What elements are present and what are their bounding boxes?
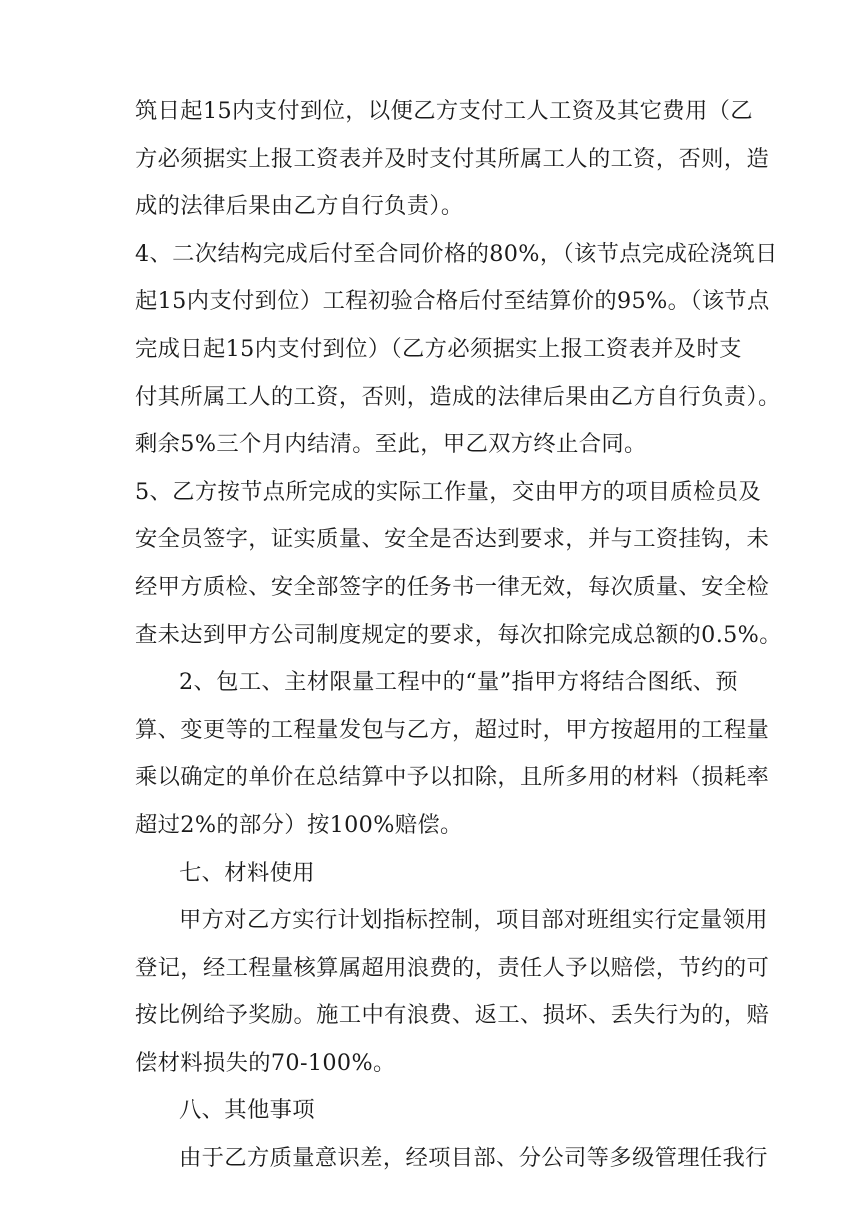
text-line: 登记，经工程量核算属超用浪费的，责任人予以赔偿，节约的可 bbox=[135, 954, 770, 981]
text-line: 查未达到甲方公司制度规定的要求，每次扣除完成总额的0.5%。 bbox=[135, 621, 782, 648]
text-line: 算、变更等的工程量发包与乙方，超过时，甲方按超用的工程量 bbox=[135, 716, 770, 743]
text-line: 偿材料损失的70-100%。 bbox=[135, 1049, 396, 1076]
text-line: 由于乙方质量意识差，经项目部、分公司等多级管理任我行 bbox=[179, 1145, 768, 1172]
text-line: 成的法律后果由乙方自行负责）。 bbox=[135, 193, 464, 220]
text-line: 方必须据实上报工资表并及时支付其所属工人的工资，否则，造 bbox=[135, 145, 770, 172]
text-line: 按比例给予奖励。施工中有浪费、返工、损坏、丢失行为的，赔 bbox=[135, 1002, 770, 1029]
text-line: 起15内支付到位）工程初验合格后付至结算价的95%。（该节点 bbox=[135, 288, 770, 315]
text-line: 2、包工、主材限量工程中的“量”指甲方将结合图纸、预 bbox=[179, 669, 738, 696]
document-body bbox=[135, 0, 782, 1173]
text-line: 完成日起15内支付到位）（乙方必须据实上报工资表并及时支 bbox=[135, 335, 742, 362]
text-line: 经甲方质检、安全部签字的任务书一律无效，每次质量、安全检 bbox=[135, 573, 770, 600]
text-line: 乘以确定的单价在总结算中予以扣除，且所多用的材料（损耗率 bbox=[135, 764, 770, 791]
text-line: 4、二次结构完成后付至合同价格的80%，（该节点完成砼浇筑日 bbox=[135, 240, 778, 267]
text-line: 安全员签字，证实质量、安全是否达到要求，并与工资挂钩，未 bbox=[135, 526, 770, 553]
text-line: 5、乙方按节点所完成的实际工作量，交由甲方的项目质检员及 bbox=[135, 478, 762, 505]
text-line: 筑日起15内支付到位，以便乙方支付工人工资及其它费用（乙 bbox=[135, 98, 753, 124]
section-heading-materials: 七、材料使用 bbox=[179, 859, 315, 886]
text-line: 甲方对乙方实行计划指标控制，项目部对班组实行定量领用 bbox=[179, 907, 768, 934]
section-heading-other: 八、其他事项 bbox=[179, 1097, 315, 1124]
text-line: 剩余5%三个月内结清。至此，甲乙双方终止合同。 bbox=[135, 431, 647, 458]
text-line: 超过2%的部分）按100%赔偿。 bbox=[135, 811, 463, 838]
text-line: 付其所属工人的工资，否则，造成的法律后果由乙方自行负责）。 bbox=[135, 383, 781, 410]
